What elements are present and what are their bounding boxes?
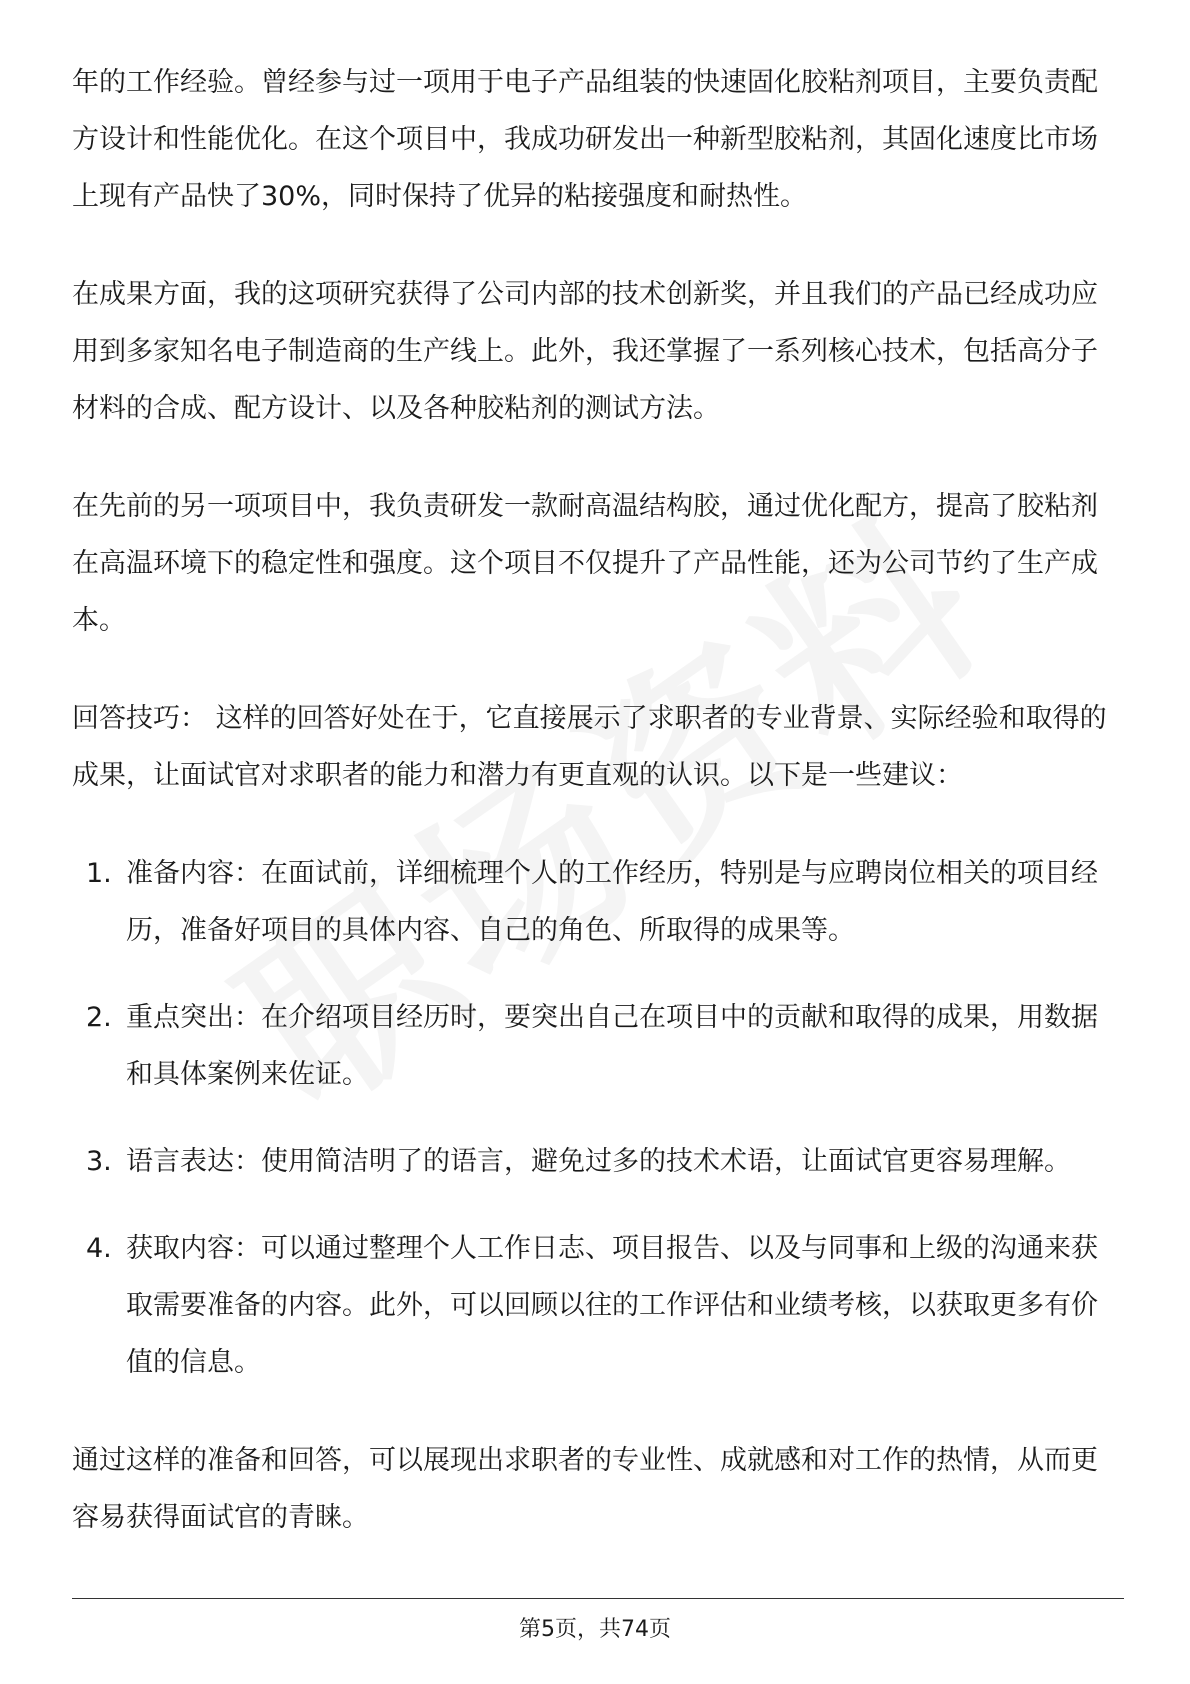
list-item-number: 4. (86, 1233, 112, 1264)
list-item-text: 获取内容：可以通过整理个人工作日志、项目报告、以及与同事和上级的沟通来获取需要准备的内容。此外，可以回顾以往的工作评估和业绩考核，以获取更多有价值的信息。 (126, 1233, 1098, 1378)
footer-divider (72, 1598, 1124, 1599)
paragraph-previous-project: 在先前的另一项项目中，我负责研发一款耐高温结构胶，通过优化配方，提高了胶粘剂在高温环境下的稳定性和强度。这个项目不仅提升了产品性能，还为公司节约了生产成本。 (72, 491, 1098, 636)
list-item-text: 语言表达：使用简洁明了的语言，避免过多的技术术语，让面试官更容易理解。 (126, 1146, 1071, 1177)
suggestion-list (72, 845, 1124, 1391)
list-item (72, 1133, 1124, 1190)
page-number: 第5页，共74页 (519, 1617, 671, 1642)
page-content (72, 54, 1124, 1587)
list-item-number: 2. (86, 1002, 112, 1033)
list-item-text: 重点突出：在介绍项目经历时，要突出自己在项目中的贡献和取得的成果，用数据和具体案例来佐证。 (126, 1002, 1098, 1090)
paragraph-achievements: 在成果方面，我的这项研究获得了公司内部的技术创新奖，并且我们的产品已经成功应用到多家知名电子制造商的生产线上。此外，我还掌握了一系列核心技术，包括高分子材料的合成、配方设计、以及各种胶粘剂的测试方法。 (72, 279, 1098, 424)
list-item (72, 845, 1124, 959)
paragraph-experience: 年的工作经验。曾经参与过一项用于电子产品组装的快速固化胶粘剂项目，主要负责配方设计和性能优化。在这个项目中，我成功研发出一种新型胶粘剂，其固化速度比市场上现有产品快了30%，同时保持了优异的粘接强度和耐热性。 (72, 67, 1098, 212)
list-item (72, 989, 1124, 1103)
list-item-number: 1. (86, 858, 112, 889)
paragraph-answer-tips: 回答技巧： 这样的回答好处在于，它直接展示了求职者的专业背景、实际经验和取得的成果，让面试官对求职者的能力和潜力有更直观的认识。以下是一些建议： (72, 703, 1107, 791)
list-item (72, 1220, 1124, 1391)
paragraph-closing: 通过这样的准备和回答，可以展现出求职者的专业性、成就感和对工作的热情，从而更容易获得面试官的青睐。 (72, 1445, 1098, 1533)
list-item-number: 3. (86, 1146, 112, 1177)
list-item-text: 准备内容：在面试前，详细梳理个人的工作经历，特别是与应聘岗位相关的项目经历，准备好项目的具体内容、自己的角色、所取得的成果等。 (126, 858, 1098, 946)
